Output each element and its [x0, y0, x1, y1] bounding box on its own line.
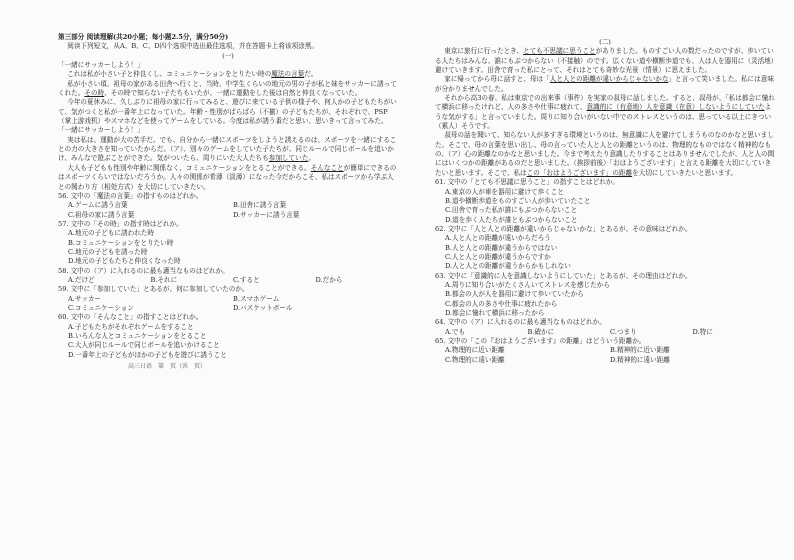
question-60: 60. 文中の「そんなこと」の指すことはどれか。: [58, 313, 203, 322]
quote-2: 「一緒にサッカーしよう！」: [58, 126, 144, 135]
underline-ishiki: 意識的に（有意地）人を意識（在意）しないようにしていた: [586, 103, 765, 112]
option-58a[interactable]: A.だけど: [68, 275, 95, 284]
passage-number-2: (二): [599, 38, 611, 46]
passage-number-1: (一): [222, 51, 234, 60]
option-62c[interactable]: C.人と人との距離が違うからですか: [445, 252, 551, 261]
underline-sonotoki: その時: [84, 89, 105, 98]
option-64b[interactable]: B.確かに: [527, 327, 555, 336]
left-column: [58, 0, 398, 560]
r-paragraph-1: [435, 47, 775, 75]
option-63d[interactable]: D.都会に憧れて横浜に移ったから: [445, 308, 545, 317]
option-62b[interactable]: B.人と人との距離が違うからではない: [445, 243, 558, 252]
instructions: 阅读下列短文，从A、B、C、D四个选项中选出最佳选项，并在答题卡上将该项涂黑。: [67, 42, 318, 51]
options-59: [58, 295, 398, 314]
option-56a[interactable]: A.ゲームに誘う言葉: [68, 201, 128, 210]
page-footer: 高三日语 第 页（共 页）: [128, 363, 207, 371]
question-64: 64. 文中の（ア）に入れるのに最も適当なものはどれか。: [435, 318, 606, 327]
option-57c[interactable]: C.地元の子どもを誘った時: [68, 247, 148, 256]
option-64d[interactable]: D.特に: [692, 327, 713, 336]
question-59: 59. 文中に「参加していた」とあるが、何に参加していたのか。: [58, 285, 249, 294]
r-paragraph-2: [435, 75, 775, 94]
question-57: 57. 文中の「その時」の指す時はどれか。: [58, 219, 183, 228]
paragraph-4: [58, 136, 398, 164]
options-56: [58, 201, 398, 220]
underline-sanka: 参加していた: [268, 154, 309, 163]
r-p3-text: それから高3の春、私は東京での出来事（事件）を実家の叔母に話しました。すると、叔母が、「私は都会に憧れて横浜に移ったけれど、人の多さや仕事に疲れて、: [435, 94, 775, 112]
p4-end: 。: [308, 154, 315, 163]
option-59a[interactable]: A.サッカー: [68, 294, 102, 303]
r-paragraph-4: [435, 131, 775, 178]
paragraph-2: [58, 80, 398, 99]
quote-1: 「一緒にサッカーしよう！」: [58, 61, 144, 70]
r-p1-end: がありました。ものすごい人の数だったのですが、歩いている人たちはみんな、誰にもぶつからない（不接触）のです。広くない道や横断歩道でも、人は人を器用に（灵活地）避けていきます。田舎で育った私にとって、それはとても奇妙な光景（情景）に思えました。: [435, 47, 775, 75]
r-p3-end: ような気がする」と言っていました。周りに知り合いがいない中でのストレスというのは、思っている以上にきつい（累人）そうです。: [435, 103, 772, 131]
option-65b[interactable]: B.精神的に近い距離: [610, 346, 670, 355]
option-61d[interactable]: D.道を歩く人たちが誰ともぶつからないこと: [445, 215, 578, 224]
option-61a[interactable]: A.東京の人が車を器用に避けて歩くこと: [445, 187, 564, 196]
question-65: 65. 文中の「この『おはようございます』の距離」はどういう距離か。: [435, 337, 646, 345]
option-64a[interactable]: A.でも: [445, 327, 466, 336]
option-58c[interactable]: C.すると: [233, 275, 260, 284]
option-61c[interactable]: C.田舎で育った私が誰にもぶつからないこと: [445, 206, 578, 215]
option-63b[interactable]: B.都会の人が人を器用に避けて歩いていたから: [445, 290, 584, 299]
r-p2-end: 」と言って笑いました。私には意味が分かりませんでした。: [435, 75, 774, 93]
option-61b[interactable]: B.道や横断歩道をものすごい人が歩いていたこと: [445, 196, 591, 205]
option-56c[interactable]: C.祖母の家に誘う言葉: [68, 210, 135, 219]
options-58: [58, 276, 398, 285]
option-58b[interactable]: B.それに: [150, 275, 178, 284]
option-65a[interactable]: A.物理的に近い距離: [445, 346, 505, 355]
p5-end: が簡単にできるのはスポーツくらいではないだろうか。人々の関係が希薄（淡薄）になった今だからこそ、私はスポーツから学ぶ人との関わり方（相处方式）を大切にしていきたい。: [58, 163, 397, 191]
question-62: 62. 文中に「人と人との距離が違いからじゃないかな」とあるが、その意味はどれか。: [435, 224, 692, 233]
option-62a[interactable]: A.人と人との距離が遠いからだろう: [445, 234, 551, 243]
underline-kyori: 人と人との距離が違いからじゃないかな: [549, 75, 669, 84]
option-62d[interactable]: D.人と人との距離が違うからかもしれない: [445, 262, 571, 271]
option-60a[interactable]: A.子どもたちがそれぞれゲームをすること: [68, 322, 194, 331]
options-65: [435, 346, 775, 365]
question-61: 61. 文中の「とても不思議に思うこと」の指すことはどれか。: [435, 178, 620, 187]
underline-fushigi: とても不思議に思うこと: [523, 47, 596, 56]
p1-text: これは私が小さい子と仲良くし、コミュニケーションをとりたい時の: [67, 70, 272, 79]
r-p4-tail: を大切にしていきたいと思います。そこで、私は: [435, 159, 772, 177]
r-p4-text: 叔母の話を聞いて、知らない人が多すぎる環境というのは、無意識に人を避けてしまうものなのかなと思いました。そこで、母の言葉を思い出し、母の言っていた人と人との距離というのは、物理的なものではなく精神的なもの、（ア）心の距離なのかなと思いました。今まで考えたり意識したりすることはありませんでしたが、人と人の間にはいくつかの距離があるのだと思いました。（挨拶前後）「おはようございます」と言える距離: [435, 131, 775, 168]
p2-end: 、その時で知らない子たちもいたが、一緒に運動をした後は自然と仲良くなっていた。: [104, 89, 362, 98]
option-65c[interactable]: C.物理的に遠い距離: [445, 355, 505, 364]
paragraph-5: [58, 164, 398, 192]
p5-text: 大人も子どもも性別や年齢に関係なく、コミュニケーションをとることができる。: [67, 163, 311, 172]
option-63c[interactable]: C.都会の人の多さや仕事に疲れたから: [445, 299, 558, 308]
option-63a[interactable]: A.周りに知り合いがたくさんいてストレスを感じたから: [445, 280, 610, 289]
underline-magic-words: 魔法の言葉: [271, 70, 305, 79]
option-56b[interactable]: B.田舎に誘う言葉: [233, 201, 287, 210]
r-p4-end: を大切にしていきたいと思います。: [632, 168, 738, 177]
option-56d[interactable]: D.サッカーに誘う言葉: [233, 210, 300, 219]
paragraph-3: 今年の夏休みに、久しぶりに祖母の家に行ってみると、遊びに来ている子供の様子や、何人かの子どもたちがいて、気がつくと私が一番年上になっていた。年齢・性別がばらばら（不揃）の子どもたちが、それぞれで、PSP（掌上游戏机）やスマホなどを使ってゲームをしている。今度は私が誘う番だと思い、思いきって言ってみた。: [58, 98, 397, 126]
option-64c[interactable]: C.つまり: [610, 327, 637, 336]
option-58d[interactable]: D.だから: [315, 275, 343, 284]
option-65d[interactable]: D.精神的に遠い距離: [610, 355, 670, 364]
section-header: 第三部分 阅读理解(共20小题；每小题2.5分，满分50分): [58, 33, 229, 41]
p4-text: 実は私は、運動が大の苦手だ。でも、自分から一緒にスポーツをしようと誘えるのは、スポーツを一緒にすることの力の大きさを知っていたからだ。（ア）、別々のゲームをしていた子たちが、同じルールで同じボールを追いかけ、みんなで遊ぶことができた。気がついたら、周りにいた大人たちも: [58, 135, 397, 163]
option-57b[interactable]: B.コミュニケーションをとりたい時: [68, 238, 174, 247]
underline-ohayo: この「おはようございます」の距離: [526, 168, 633, 177]
r-paragraph-3: [435, 94, 775, 131]
p2-text: 私が小さい頃、祖母の家がある田舎へ行くと、当時、中学生くらいの地元の男の子が私と妹をサッカーに誘ってくれた。: [58, 79, 397, 98]
r-p1-text: 東京に旅行に行ったとき、: [444, 47, 524, 56]
paragraph-1: [58, 70, 398, 79]
underline-sonna: そんなこと: [310, 163, 344, 172]
question-63: 63. 文中に「意識的に人を意識しないようにしていた」とあるが、その理由はどれか。: [435, 271, 692, 280]
option-60d[interactable]: D.一番年上の子どもがほかの子どもを遊びに誘うこと: [68, 350, 227, 359]
option-60b[interactable]: B.いろんな人とコミュニケーションをとること: [68, 332, 207, 340]
option-57d[interactable]: D.地元の子どもたちと仲良くなった時: [68, 257, 181, 266]
option-60c[interactable]: C.大人が同じルールで同じボールを追いかけること: [68, 341, 220, 350]
question-58: 58. 文中の（ア）に入れるのに最も適当なものはどれか。: [58, 266, 229, 275]
r-p2-text: 家に帰ってから母に話すと、母は「: [444, 75, 550, 84]
option-59d[interactable]: D.バスケットボール: [233, 303, 293, 312]
option-57a[interactable]: A.地元の子どもに誘われた時: [68, 229, 154, 238]
options-64: [435, 328, 775, 337]
option-59c[interactable]: C.コミュニケーション: [68, 303, 134, 312]
right-column: [435, 0, 775, 560]
question-56: 56. 文中の「魔法の言葉」の指すものはどれか。: [58, 191, 203, 200]
option-59b[interactable]: B.スマホゲーム: [233, 294, 280, 303]
p1-end: だ。: [304, 70, 318, 79]
